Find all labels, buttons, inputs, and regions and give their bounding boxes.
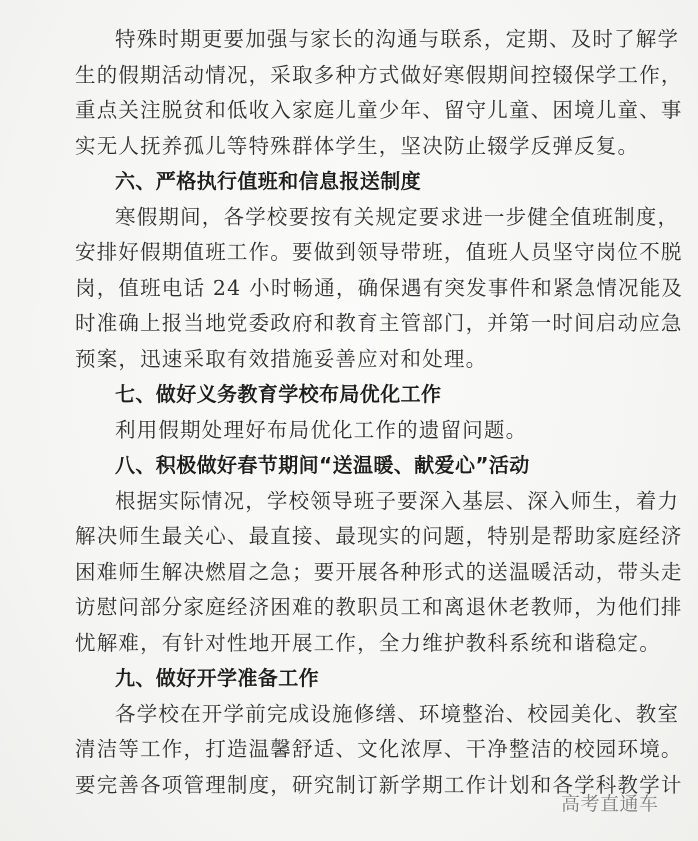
section-heading-7: 七、做好义务教育学校布局优化工作 <box>115 382 442 406</box>
section-heading-8: 八、积极做好春节期间“送温暖、献爱心”活动 <box>115 453 530 477</box>
text-line: 各学校在开学前完成设施修缮、环境整治、校园美化、教室 <box>115 701 680 726</box>
text-line: 时准确上报当地党委政府和教育主管部门，并第一时间启动应急 <box>75 311 683 335</box>
paragraph-home-contact <box>75 22 683 164</box>
text-line: 寒假期间，各学校要按有关规定要求进一步健全值班制度， <box>115 204 680 229</box>
paragraph-duty-system <box>75 200 684 378</box>
document-body <box>75 22 684 803</box>
text-line: 重点关注脱贫和低收入家庭儿童少年、留守儿童、困境儿童、事 <box>75 98 683 122</box>
text-line: 访慰问部分家庭经济困难的教职员工和离退休老教师，为他们排 <box>75 595 683 619</box>
watermark-label: 高考直通车 <box>561 793 659 815</box>
text-line: 困难师生解决燃眉之急；要开展各种形式的送温暖活动，带头走 <box>75 559 683 584</box>
text-line: 忧解难，有针对性地开展工作，全力维护教科系统和谐稳定。 <box>75 630 661 655</box>
text-line: 利用假期处理好布局优化工作的遗留问题。 <box>115 417 528 442</box>
text-line: 安排好假期值班工作。要做到领导带班，值班人员坚守岗位不脱 <box>75 240 683 264</box>
text-line: 实无人抚养孤儿等特殊群体学生，坚决防止辍学反弹反复。 <box>75 133 640 158</box>
paragraph-spring-festival <box>75 484 683 662</box>
text-line: 岗，值班电话 24 小时畅通，确保遇有突发事件和紧急情况能及 <box>75 275 684 300</box>
section-heading-9: 九、做好开学准备工作 <box>115 666 319 690</box>
paragraph-school-layout <box>75 413 637 449</box>
text-line: 根据实际情况，学校领导班子要深入基层、深入师生，着力 <box>115 488 680 513</box>
text-line: 预案，迅速采取有效措施妥善应对和处理。 <box>75 346 488 371</box>
text-line: 解决师生最关心、最直接、最现实的问题，特别是帮助家庭经济 <box>75 524 683 548</box>
text-line: 要完善各项管理制度，研究制订新学期工作计划和各学科教学计 <box>75 772 683 797</box>
section-heading-6: 六、严格执行值班和信息报送制度 <box>115 169 421 193</box>
text-line: 生的假期活动情况，采取多种方式做好寒假期间控辍保学工作， <box>75 62 683 87</box>
text-line: 清洁等工作，打造温馨舒适、文化浓厚、干净整洁的校园环境。 <box>75 737 683 761</box>
text-line: 特殊时期更要加强与家长的沟通与联系，定期、及时了解学 <box>115 27 680 51</box>
